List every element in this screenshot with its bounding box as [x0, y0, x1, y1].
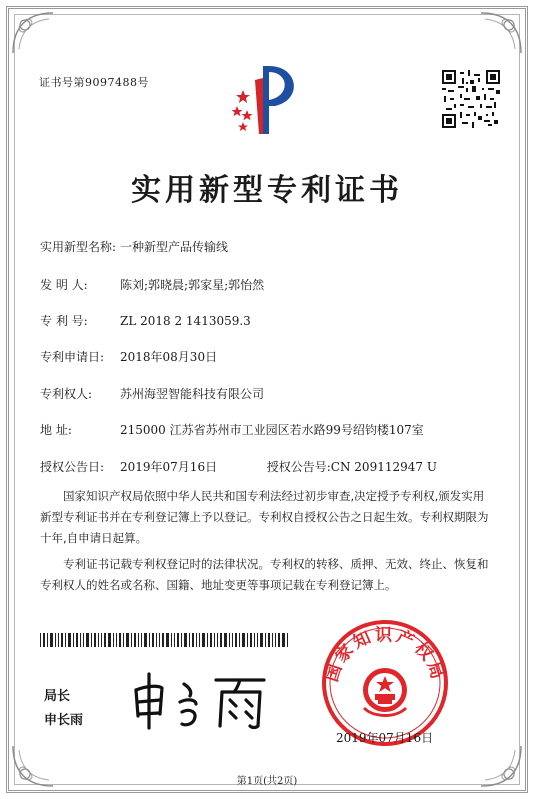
patent-number-value: ZL 2018 2 1413059.3 [120, 314, 251, 328]
filing-date-row [40, 348, 217, 365]
corner-ornament [479, 9, 525, 55]
utility-model-name-value: 一种新型产品传输线 [120, 240, 229, 254]
patentee-row [40, 385, 264, 402]
svg-text:国家知识产权局: 国家知识产权局 [322, 625, 448, 685]
grant-date-label: 授权公告日: [40, 460, 105, 474]
page-footer: 第1页(共2页) [236, 776, 298, 787]
handwritten-signature [126, 668, 276, 732]
address-label: 地 址: [40, 423, 72, 437]
patentee-value: 苏州海翌智能科技有限公司 [120, 387, 265, 401]
legal-status-paragraph: 专利证书记载专利权登记时的法律状况。专利权的转移、质押、无效、终止、恢复和专利权人的姓名或名称、国籍、地址变更等事项记载在专利登记簿上。 [40, 557, 489, 592]
inventor-label: 发 明 人: [40, 278, 88, 292]
official-title: 局长 [44, 689, 71, 704]
filing-date-label: 专利申请日: [40, 350, 105, 364]
official-name: 申长雨 [44, 713, 84, 728]
inventor-row [40, 276, 264, 293]
grant-number-label: 授权公告号: [266, 460, 331, 474]
barcode-strip [40, 633, 290, 647]
certificate-title: 实用新型专利证书 [131, 173, 403, 208]
grant-statement-paragraph: 国家知识产权局依照中华人民共和国专利法经过初步审查,决定授予专利权,颁发实用新型专利证书并在专利登记簿上予以登记。专利权自授权公告之日起生效。专利权期限为十年,自申请日起算。 [40, 489, 489, 545]
cnipa-logo-icon [229, 60, 303, 138]
grant-date-value: 2019年07月16日 [120, 460, 218, 474]
address-row [40, 421, 424, 438]
grant-row [40, 458, 437, 475]
seal-date: 2019年07月16日 [336, 731, 434, 745]
certificate-number: 证书号第9097488号 [39, 76, 149, 89]
qr-code-icon [442, 70, 500, 128]
filing-date-value: 2018年08月30日 [120, 350, 218, 364]
patent-number-row [40, 312, 251, 329]
inventor-value: 陈刘;郭晓晨;郭家星;郭怡然 [120, 278, 265, 292]
patentee-label: 专利权人: [40, 387, 93, 401]
corner-ornament [9, 9, 55, 55]
utility-model-name-label: 实用新型名称: [40, 240, 117, 254]
utility-model-name-row [40, 238, 228, 255]
address-value: 215000 江苏省苏州市工业园区若水路99号绍钧楼107室 [120, 423, 424, 437]
patent-number-label: 专 利 号: [40, 314, 88, 328]
grant-number-value: CN 209112947 U [330, 460, 437, 474]
